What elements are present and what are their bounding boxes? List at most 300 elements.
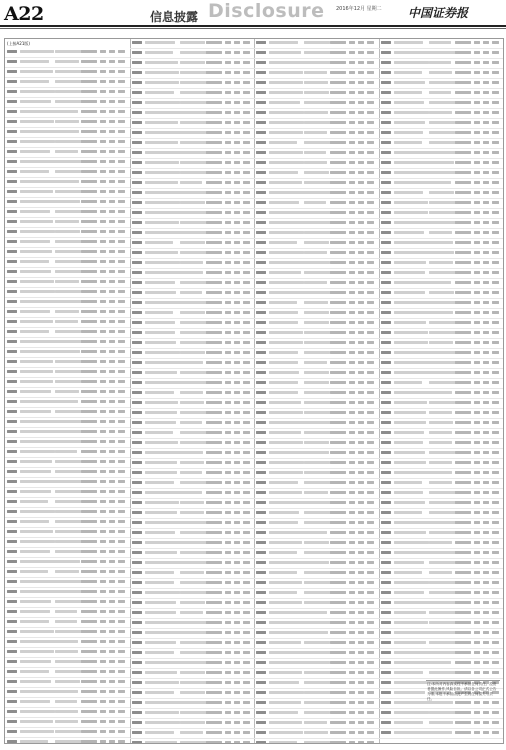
table-cell bbox=[20, 230, 55, 233]
table-cell bbox=[109, 420, 115, 423]
table-cell bbox=[394, 171, 433, 174]
table-cell bbox=[206, 651, 222, 654]
table-row bbox=[130, 319, 255, 329]
table-cell bbox=[330, 381, 346, 384]
table-cell bbox=[145, 471, 178, 474]
table-cell bbox=[367, 561, 374, 564]
table-cell bbox=[304, 181, 333, 184]
table-cell bbox=[109, 390, 115, 393]
table-row bbox=[254, 679, 379, 689]
table-cell bbox=[109, 480, 115, 483]
table-cell bbox=[358, 571, 364, 574]
table-cell bbox=[132, 501, 142, 504]
table-row bbox=[130, 119, 255, 129]
table-cell bbox=[394, 581, 430, 584]
table-cell bbox=[118, 330, 125, 333]
table-row bbox=[379, 479, 504, 489]
table-cell bbox=[474, 281, 480, 284]
table-cell bbox=[100, 100, 106, 103]
table-cell bbox=[234, 111, 240, 114]
table-row bbox=[130, 219, 255, 229]
table-cell bbox=[118, 70, 125, 73]
header-rule bbox=[0, 25, 506, 27]
table-cell bbox=[492, 481, 499, 484]
table-cell bbox=[330, 301, 346, 304]
table-cell bbox=[109, 260, 115, 263]
table-cell bbox=[55, 610, 77, 613]
table-cell bbox=[7, 730, 17, 733]
table-cell bbox=[304, 721, 327, 724]
table-cell bbox=[100, 670, 106, 673]
table-cell bbox=[429, 591, 459, 594]
table-cell bbox=[381, 551, 391, 554]
table-cell bbox=[492, 411, 499, 414]
table-cell bbox=[225, 91, 231, 94]
table-row bbox=[379, 109, 504, 119]
table-cell bbox=[55, 130, 79, 133]
table-cell bbox=[269, 591, 297, 594]
table-row bbox=[5, 538, 130, 548]
table-cell bbox=[483, 71, 489, 74]
table-cell bbox=[381, 401, 391, 404]
table-row bbox=[254, 139, 379, 149]
table-cell bbox=[358, 411, 364, 414]
table-cell bbox=[206, 181, 222, 184]
table-cell bbox=[330, 521, 346, 524]
table-cell bbox=[330, 171, 346, 174]
table-cell bbox=[330, 511, 346, 514]
table-cell bbox=[367, 381, 374, 384]
table-row bbox=[254, 219, 379, 229]
table-cell bbox=[455, 181, 471, 184]
table-cell bbox=[429, 121, 456, 124]
table-cell bbox=[234, 661, 240, 664]
table-cell bbox=[269, 331, 303, 334]
table-cell bbox=[492, 291, 499, 294]
table-row bbox=[130, 429, 255, 439]
table-row bbox=[379, 309, 504, 319]
table-row bbox=[254, 269, 379, 279]
table-cell bbox=[225, 141, 231, 144]
table-cell bbox=[269, 601, 302, 604]
table-cell bbox=[349, 221, 355, 224]
table-cell bbox=[206, 241, 222, 244]
table-cell bbox=[81, 400, 97, 403]
table-cell bbox=[234, 511, 240, 514]
table-cell bbox=[381, 581, 391, 584]
table-cell bbox=[304, 441, 329, 444]
table-cell bbox=[234, 521, 240, 524]
table-row bbox=[379, 649, 504, 659]
table-cell bbox=[145, 81, 179, 84]
table-row bbox=[130, 309, 255, 319]
table-cell bbox=[243, 151, 250, 154]
table-cell bbox=[132, 581, 142, 584]
table-row bbox=[130, 49, 255, 59]
table-cell bbox=[55, 440, 83, 443]
table-cell bbox=[100, 310, 106, 313]
table-cell bbox=[132, 351, 142, 354]
table-cell bbox=[492, 101, 499, 104]
table-cell bbox=[269, 551, 297, 554]
table-cell bbox=[132, 541, 142, 544]
table-cell bbox=[394, 511, 423, 514]
table-cell bbox=[455, 271, 471, 274]
table-cell bbox=[330, 161, 346, 164]
table-row bbox=[379, 49, 504, 59]
table-cell bbox=[81, 710, 97, 713]
table-row bbox=[5, 248, 130, 258]
table-cell bbox=[81, 480, 97, 483]
table-cell bbox=[349, 741, 355, 743]
table-cell bbox=[483, 141, 489, 144]
table-cell bbox=[455, 161, 471, 164]
table-cell bbox=[206, 501, 222, 504]
table-cell bbox=[206, 191, 222, 194]
table-cell bbox=[132, 671, 142, 674]
table-cell bbox=[109, 60, 115, 63]
table-cell bbox=[132, 281, 142, 284]
table-cell bbox=[145, 61, 178, 64]
table-cell bbox=[180, 671, 205, 674]
table-row bbox=[5, 608, 130, 618]
table-row bbox=[130, 449, 255, 459]
table-row bbox=[130, 69, 255, 79]
table-cell bbox=[455, 241, 471, 244]
table-row bbox=[379, 159, 504, 169]
table-cell bbox=[483, 221, 489, 224]
table-row bbox=[130, 409, 255, 419]
table-cell bbox=[243, 251, 250, 254]
table-cell bbox=[180, 221, 206, 224]
table-cell bbox=[20, 180, 59, 183]
table-cell bbox=[206, 41, 222, 44]
table-cell bbox=[109, 120, 115, 123]
table-row bbox=[5, 448, 130, 458]
table-cell bbox=[225, 341, 231, 344]
table-cell bbox=[330, 501, 346, 504]
table-cell bbox=[394, 151, 430, 154]
table-row bbox=[379, 129, 504, 139]
table-cell bbox=[492, 521, 499, 524]
table-cell bbox=[118, 610, 125, 613]
table-cell bbox=[304, 301, 328, 304]
table-cell bbox=[367, 501, 374, 504]
table-cell bbox=[118, 140, 125, 143]
table-cell bbox=[304, 381, 329, 384]
table-row bbox=[130, 129, 255, 139]
table-cell bbox=[180, 421, 202, 424]
table-cell bbox=[349, 121, 355, 124]
table-cell bbox=[455, 621, 471, 624]
table-row bbox=[254, 469, 379, 479]
table-cell bbox=[256, 521, 266, 524]
table-cell bbox=[330, 151, 346, 154]
table-cell bbox=[109, 200, 115, 203]
table-row bbox=[130, 499, 255, 509]
table-cell bbox=[243, 201, 250, 204]
table-cell bbox=[367, 121, 374, 124]
table-cell bbox=[109, 550, 115, 553]
table-cell bbox=[394, 111, 429, 114]
table-row bbox=[379, 599, 504, 609]
table-cell bbox=[55, 220, 79, 223]
table-cell bbox=[234, 701, 240, 704]
table-cell bbox=[304, 501, 333, 504]
table-cell bbox=[7, 230, 17, 233]
table-cell bbox=[81, 490, 97, 493]
table-row bbox=[130, 299, 255, 309]
table-cell bbox=[7, 680, 17, 683]
table-cell bbox=[180, 41, 205, 44]
table-row bbox=[254, 209, 379, 219]
table-cell bbox=[455, 651, 471, 654]
table-cell bbox=[358, 331, 364, 334]
table-cell bbox=[234, 621, 240, 624]
table-cell bbox=[234, 671, 240, 674]
table-cell bbox=[180, 481, 209, 484]
table-cell bbox=[180, 261, 204, 264]
table-cell bbox=[118, 120, 125, 123]
table-cell bbox=[234, 731, 240, 734]
table-cell bbox=[81, 630, 97, 633]
table-cell bbox=[225, 111, 231, 114]
table-cell bbox=[492, 221, 499, 224]
table-cell bbox=[358, 741, 364, 743]
table-cell bbox=[7, 510, 17, 513]
table-cell bbox=[109, 270, 115, 273]
table-row bbox=[254, 579, 379, 589]
table-cell bbox=[145, 51, 173, 54]
table-cell bbox=[81, 390, 97, 393]
table-cell bbox=[118, 340, 125, 343]
table-cell bbox=[180, 191, 208, 194]
table-cell bbox=[429, 501, 456, 504]
table-cell bbox=[358, 281, 364, 284]
table-cell bbox=[180, 511, 204, 514]
table-row bbox=[254, 699, 379, 709]
table-cell bbox=[394, 451, 425, 454]
table-cell bbox=[381, 421, 391, 424]
table-cell bbox=[381, 651, 391, 654]
table-cell bbox=[455, 221, 471, 224]
table-cell bbox=[7, 340, 17, 343]
table-cell bbox=[234, 271, 240, 274]
table-cell bbox=[269, 631, 308, 634]
table-cell bbox=[483, 241, 489, 244]
table-cell bbox=[429, 281, 451, 284]
table-cell bbox=[269, 91, 303, 94]
table-cell bbox=[225, 381, 231, 384]
table-cell bbox=[256, 601, 266, 604]
table-cell bbox=[118, 370, 125, 373]
table-cell bbox=[180, 621, 208, 624]
table-cell bbox=[367, 541, 374, 544]
table-cell bbox=[206, 731, 222, 734]
table-cell bbox=[304, 321, 329, 324]
table-cell bbox=[304, 151, 326, 154]
table-cell bbox=[269, 621, 309, 624]
table-cell bbox=[429, 571, 452, 574]
table-cell bbox=[455, 91, 471, 94]
table-cell bbox=[20, 310, 50, 313]
table-cell bbox=[180, 641, 208, 644]
table-row bbox=[254, 489, 379, 499]
table-cell bbox=[81, 690, 97, 693]
table-cell bbox=[234, 441, 240, 444]
table-cell bbox=[20, 460, 52, 463]
table-cell bbox=[225, 681, 231, 684]
table-cell bbox=[7, 650, 17, 653]
table-cell bbox=[145, 491, 183, 494]
table-cell bbox=[7, 370, 17, 373]
table-cell bbox=[7, 110, 17, 113]
table-cell bbox=[81, 370, 97, 373]
table-cell bbox=[109, 360, 115, 363]
table-cell bbox=[243, 501, 250, 504]
table-cell bbox=[243, 641, 250, 644]
table-cell bbox=[381, 471, 391, 474]
table-cell bbox=[180, 521, 207, 524]
table-cell bbox=[474, 161, 480, 164]
table-row bbox=[379, 629, 504, 639]
table-cell bbox=[269, 121, 304, 124]
table-cell bbox=[483, 571, 489, 574]
table-cell bbox=[109, 560, 115, 563]
table-cell bbox=[234, 251, 240, 254]
table-row bbox=[254, 369, 379, 379]
table-cell bbox=[206, 551, 222, 554]
table-row bbox=[379, 209, 504, 219]
table-cell bbox=[7, 450, 17, 453]
table-cell bbox=[474, 391, 480, 394]
table-cell bbox=[349, 491, 355, 494]
table-cell bbox=[269, 521, 298, 524]
table-cell bbox=[256, 81, 266, 84]
table-cell bbox=[20, 150, 50, 153]
table-cell bbox=[132, 331, 142, 334]
table-cell bbox=[269, 201, 299, 204]
table-cell bbox=[394, 231, 425, 234]
table-cell bbox=[225, 531, 231, 534]
table-row bbox=[379, 199, 504, 209]
table-cell bbox=[269, 181, 302, 184]
table-row bbox=[254, 529, 379, 539]
table-cell bbox=[206, 541, 222, 544]
table-cell bbox=[225, 611, 231, 614]
table-cell bbox=[394, 711, 430, 714]
table-cell bbox=[358, 471, 364, 474]
table-cell bbox=[367, 221, 374, 224]
table-cell bbox=[234, 131, 240, 134]
table-cell bbox=[81, 570, 97, 573]
dateline: 2016年12月 星期二 bbox=[336, 6, 382, 12]
table-cell bbox=[474, 511, 480, 514]
table-cell bbox=[394, 331, 429, 334]
table-row bbox=[5, 478, 130, 488]
table-row bbox=[130, 459, 255, 469]
table-cell bbox=[109, 100, 115, 103]
table-cell bbox=[7, 310, 17, 313]
table-row bbox=[130, 229, 255, 239]
table-cell bbox=[55, 230, 80, 233]
table-cell bbox=[100, 70, 106, 73]
table-cell bbox=[429, 101, 457, 104]
table-cell bbox=[100, 450, 106, 453]
table-cell bbox=[109, 300, 115, 303]
table-cell bbox=[234, 291, 240, 294]
table-cell bbox=[330, 681, 346, 684]
table-row bbox=[5, 338, 130, 348]
table-cell bbox=[330, 291, 346, 294]
table-row bbox=[130, 579, 255, 589]
table-cell bbox=[100, 210, 106, 213]
table-cell bbox=[394, 481, 423, 484]
table-cell bbox=[358, 111, 364, 114]
table-cell bbox=[55, 720, 78, 723]
table-cell bbox=[349, 671, 355, 674]
table-row bbox=[5, 668, 130, 678]
table-cell bbox=[145, 601, 176, 604]
table-cell bbox=[180, 651, 209, 654]
table-cell bbox=[243, 731, 250, 734]
table-cell bbox=[394, 461, 426, 464]
table-cell bbox=[118, 600, 125, 603]
table-cell bbox=[330, 721, 346, 724]
table-cell bbox=[358, 81, 364, 84]
table-cell bbox=[358, 321, 364, 324]
table-row bbox=[379, 359, 504, 369]
table-row bbox=[130, 89, 255, 99]
table-cell bbox=[234, 321, 240, 324]
table-row bbox=[379, 39, 504, 49]
table-cell bbox=[145, 571, 174, 574]
table-cell bbox=[100, 220, 106, 223]
table-cell bbox=[7, 550, 17, 553]
table-cell bbox=[81, 500, 97, 503]
table-cell bbox=[455, 111, 471, 114]
table-row bbox=[379, 519, 504, 529]
table-row bbox=[5, 188, 130, 198]
table-cell bbox=[381, 291, 391, 294]
table-cell bbox=[474, 131, 480, 134]
table-cell bbox=[304, 481, 331, 484]
table-cell bbox=[349, 321, 355, 324]
table-cell bbox=[483, 301, 489, 304]
table-cell bbox=[269, 161, 304, 164]
table-cell bbox=[381, 611, 391, 614]
table-cell bbox=[349, 401, 355, 404]
table-cell bbox=[492, 591, 499, 594]
table-cell bbox=[20, 420, 58, 423]
table-cell bbox=[256, 291, 266, 294]
table-cell bbox=[118, 680, 125, 683]
table-cell bbox=[349, 441, 355, 444]
table-cell bbox=[109, 640, 115, 643]
table-cell bbox=[81, 160, 97, 163]
table-cell bbox=[304, 421, 333, 424]
table-cell bbox=[109, 670, 115, 673]
table-cell bbox=[455, 251, 471, 254]
table-cell bbox=[367, 311, 374, 314]
table-cell bbox=[100, 320, 106, 323]
table-cell bbox=[100, 410, 106, 413]
table-cell bbox=[118, 160, 125, 163]
table-cell bbox=[145, 711, 179, 714]
table-cell bbox=[7, 350, 17, 353]
table-cell bbox=[304, 281, 327, 284]
table-cell bbox=[180, 451, 203, 454]
